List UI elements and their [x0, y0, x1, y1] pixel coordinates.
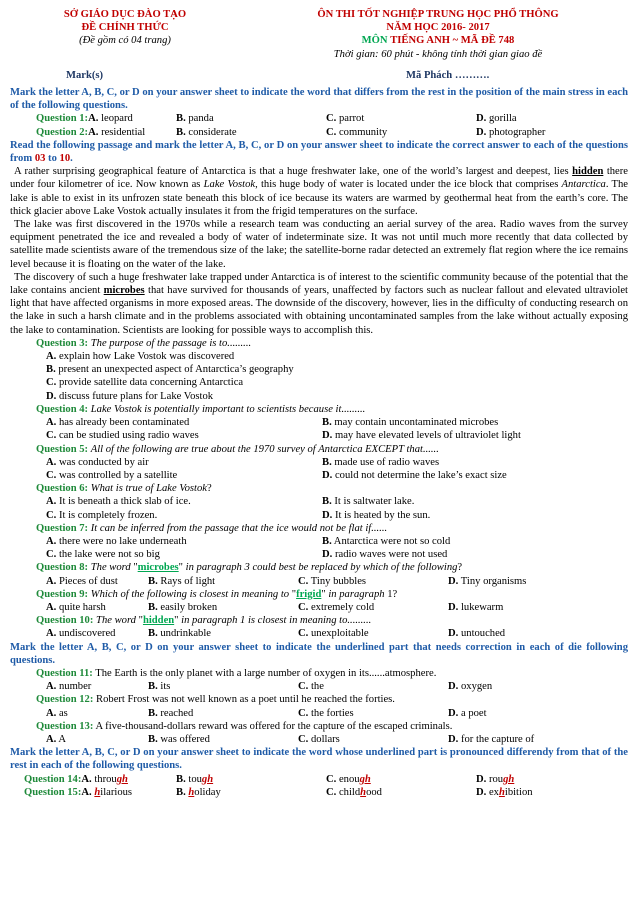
exam-title: ÔN THI TỐT NGHIỆP TRUNG HỌC PHỔ THÔNG — [317, 9, 559, 20]
question-5-options-ab: A. was conducted by air B. made use of radio waves — [46, 456, 440, 468]
question-15: Question 15:A. hilarious B. holiday C. childhood D. exhibition — [24, 786, 533, 798]
question-10-stem: Question 10: The word "hidden" in paragraph 1 is closest in meaning to......... — [36, 615, 372, 627]
marks-row — [10, 69, 628, 82]
question-5-stem: Question 5: All of the following are true about the 1970 survey of Antarctica EXCEPT that...... — [36, 443, 439, 455]
header-right — [248, 8, 628, 61]
time-note: Thời gian: 60 phút - không tính thời gian giao đề — [333, 48, 543, 60]
question-14: Question 14:A. through B. tough C. enough D. rough — [24, 773, 515, 785]
question-10-options: A. undiscovered B. undrinkable C. unexploitable D. untouched — [46, 628, 506, 640]
instruction-error-correction: Mark the letter A, B, C, or D on your answer sheet to indicate the underlined part that needs correction in each of die following questions. — [10, 641, 628, 666]
question-2: Question 2:A. residential B. considerate C. community D. photographer — [36, 126, 546, 138]
instruction-pronunciation: Mark the letter A, B, C, or D on your answer sheet to indicate the word whose underlined part is pronounced differendy from that of the rest in each of the following questions. — [10, 747, 628, 772]
question-3-option-b: B. present an unexpected aspect of Antarctica’s geography — [46, 364, 294, 376]
passage-paragraph-3: The discovery of such a huge freshwater lake trapped under Antarctica is of interest to the scientific community because of the potential that the lake contains ancient microbes that have survived for thousands of years, unaffected by factors such as nuclear fallout and elevated ultraviolet light that have affected organisms in more exposed areas. The downside of the discovery, however, lies in the difficulty of conducting research on the lake in such a harsh climate and in the problems associated with obtaining uncontaminated samples from the lake without actually exposing the lake to contamination. Scientists are looking for possible ways to accomplish this. — [10, 271, 628, 336]
question-9-stem: Question 9: Which of the following is closest in meaning to "frigid" in paragraph 1? — [36, 588, 398, 600]
subject-line: MÔN TIẾNG ANH ~ MÃ ĐỀ 748 — [361, 35, 515, 47]
question-9-options: A. quite harsh B. easily broken C. extremely cold D. lukewarm — [46, 601, 504, 613]
question-8-options: A. Pieces of dust B. Rays of light C. Tiny bubbles D. Tiny organisms — [46, 575, 527, 587]
question-4-options-ab: A. has already been contaminated B. may contain uncontaminated microbes — [46, 417, 499, 429]
question-5-options-cd: C. was controlled by a satellite D. could not determine the lake’s exact size — [46, 469, 507, 481]
question-7-options-ab: A. there were no lake underneath B. Antarctica were not so cold — [46, 535, 451, 547]
exam-header — [10, 8, 628, 61]
question-12-options: A. as B. reached C. the forties D. a poet — [46, 707, 487, 719]
question-4-options-cd: C. can be studied using radio waves D. may have elevated levels of ultraviolet light — [46, 430, 521, 442]
header-left — [10, 8, 240, 61]
official-label: ĐỀ CHÍNH THỨC — [81, 22, 169, 34]
passage-paragraph-2: The lake was first discovered in the 1970s while a research team was conducting an aerial survey of the area. Radio waves from the survey equipment penetrated the ice and revealed a body of water of indeterminate size. It was not until much more recently that data collected by satellite made scientists aware of the tremendous size of the lake; the satellite-borne radar detected an extremely flat region where the ice remains level because it is floating on the water of the lake. — [10, 219, 628, 270]
question-6-options-cd: C. It is completely frozen. D. It is heated by the sun. — [46, 509, 431, 521]
question-6-options-ab: A. It is beneath a thick slab of ice. B. It is saltwater lake. — [46, 496, 415, 508]
question-13-stem: Question 13: A five-thousand-dollars reward was offered for the capture of the escaped criminals. — [36, 720, 453, 732]
question-3-option-d: D. discuss future plans for Lake Vostok — [46, 390, 214, 402]
instruction-reading: Read the following passage and mark the letter A, B, C, or D on your answer sheet to indicate the correct answer to each of the questions from 03 to 10. — [10, 139, 628, 165]
question-7-options-cd: C. the lake were not so big D. radio waves were not used — [46, 549, 448, 561]
question-1: Question 1:A. leopard B. panda C. parrot D. gorilla — [36, 113, 517, 125]
question-6-stem: Question 6: What is true of Lake Vostok? — [36, 483, 212, 495]
question-11-stem: Question 11: The Earth is the only planet with a large number of oxygen in its......atmosphere. — [36, 667, 437, 679]
question-3-option-a: A. explain how Lake Vostok was discovered — [46, 351, 235, 363]
question-11-options: A. number B. its C. the D. oxygen — [46, 681, 493, 693]
ma-phach-label: Mã Phách ………. — [406, 69, 490, 81]
department-name: SỞ GIÁO DỤC ĐÀO TẠO — [63, 9, 187, 20]
passage-paragraph-1: A rather surprising geographical feature of Antarctica is that a huge freshwater lake, one of the world’s largest and deepest, lies hidden there under four kilometrer of ice. Now known as Lake Vostok, this huge body of water is located under the ice block that comprises Antarctica. The lake is able to exist in its unfrozen state beneath this block of ice because its waters are warmed by geothermal heat from the earth’s core. The thick glacier above Lake Vostok actually insulates it from the frigid temperatures on the surface. — [10, 166, 628, 217]
question-4-stem: Question 4: Lake Vostok is potentially important to scientists because it......... — [36, 403, 366, 415]
question-12-stem: Question 12: Robert Frost was not well known as a poet until he reached the forties. — [36, 694, 395, 706]
question-7-stem: Question 7: It can be inferred from the passage that the ice would not be flat if...... — [36, 522, 388, 534]
question-3-stem: Question 3: The purpose of the passage is to......... — [36, 337, 252, 349]
question-8-stem: Question 8: The word "microbes" in paragraph 3 could best be replaced by which of the following? — [36, 562, 463, 574]
page-count-note: (Đề gồm có 04 trang) — [79, 35, 171, 47]
school-year: NĂM HỌC 2016- 2017 — [386, 22, 490, 34]
question-3-option-c: C. provide satellite data concerning Antarctica — [46, 377, 244, 389]
marks-label: Mark(s) — [66, 69, 104, 81]
question-13-options: A. A B. was offered C. dollars D. for the capture of — [46, 733, 535, 745]
instruction-stress: Mark the letter A, B, C, or D on your answer sheet to indicate the word that differs from the rest in the position of the main stress in each of the following questions. — [10, 87, 628, 112]
